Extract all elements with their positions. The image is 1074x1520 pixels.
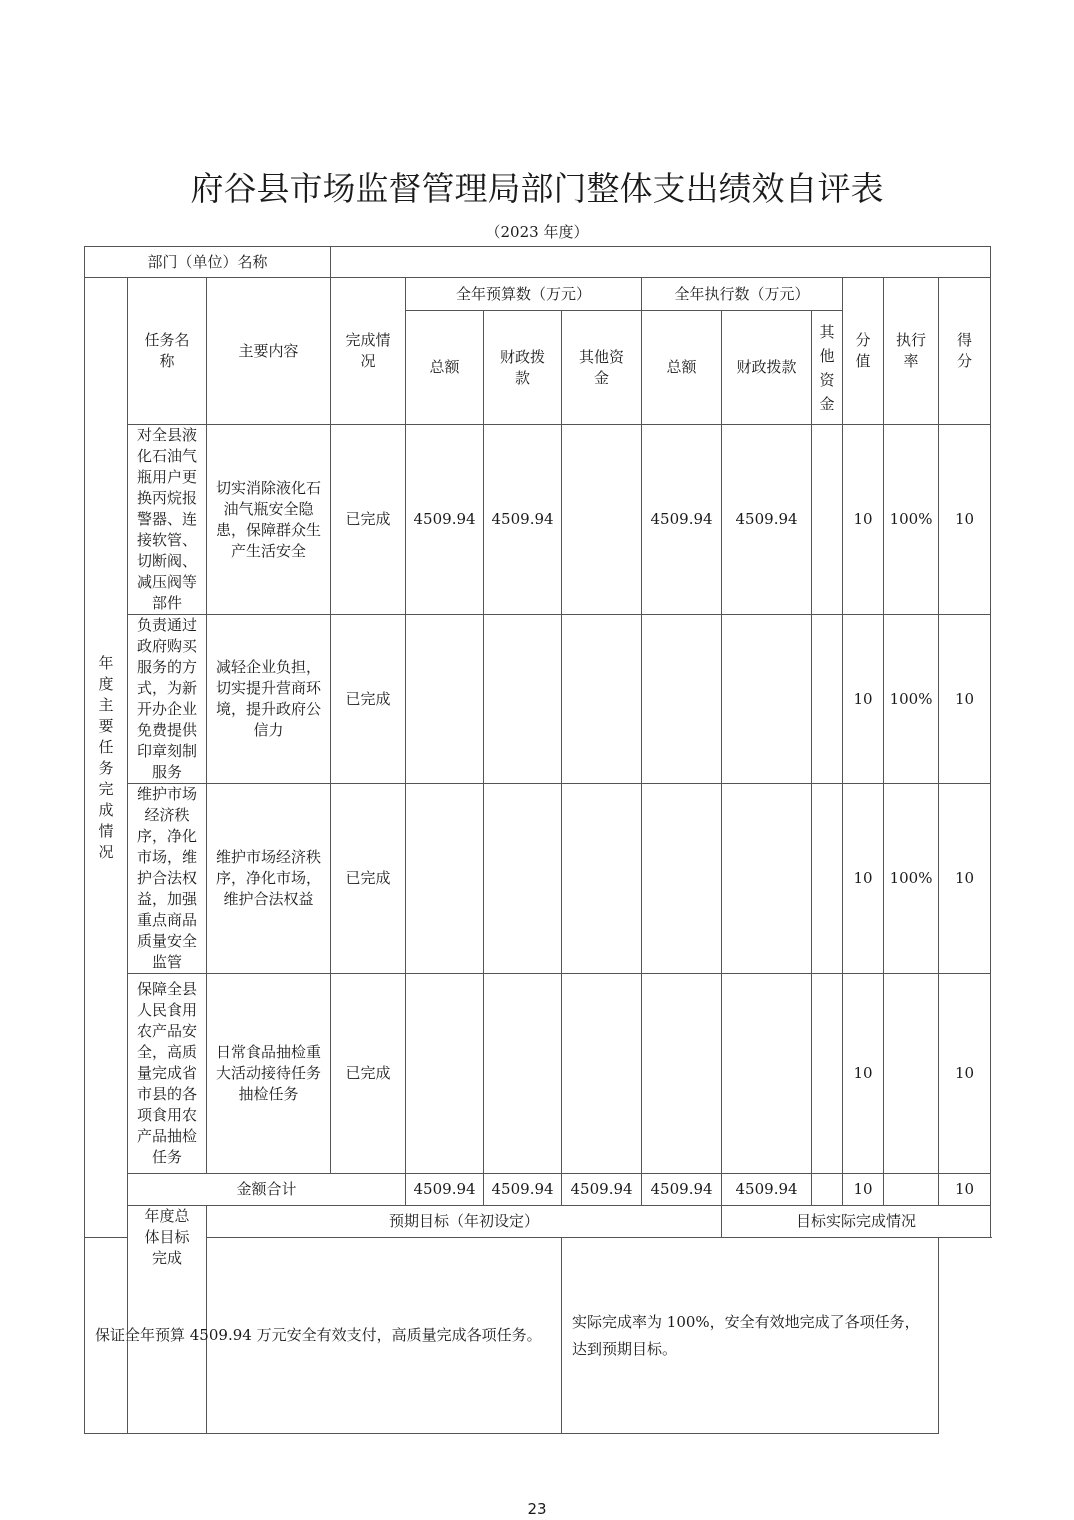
section-label-tasks: [85, 278, 128, 1238]
exec-total-cell: [642, 615, 722, 784]
task-name-cell: 维护市场经济秩序，净化市场，维护合法权益，加强重点商品质量安全监管: [128, 784, 207, 974]
header-score-value: 分值: [843, 278, 884, 425]
main-content-cell: 日常食品抽检重大活动接待任务抽检任务: [207, 974, 331, 1174]
goal-header: 预期目标（年初设定）: [207, 1206, 722, 1238]
budget-total-cell: [406, 784, 484, 974]
header-exec-total: 总额: [642, 311, 722, 425]
sum-exec-fiscal: 4509.94: [722, 1174, 812, 1206]
header-exec-rate: 执行率: [884, 278, 939, 425]
score-value-cell: 10: [843, 784, 884, 974]
table-row: [85, 784, 991, 974]
sum-budget-total: 4509.94: [406, 1174, 484, 1206]
status-cell: 已完成: [331, 425, 406, 615]
performance-table: [84, 246, 991, 1434]
sum-label: 金额合计: [128, 1174, 406, 1206]
header-exec-other: 其他资金: [812, 311, 843, 425]
exec-total-cell: [642, 974, 722, 1174]
score-cell: 10: [939, 974, 991, 1174]
goal-text: 保证全年预算 4509.94 万元安全有效支付，高质量完成各项任务。: [85, 1238, 562, 1434]
sum-budget-other: 4509.94: [562, 1174, 642, 1206]
task-name-cell: 保障全县人民食用农产品安全，高质量完成省市县的各项食用农产品抽检任务: [128, 974, 207, 1174]
budget-fiscal-cell: 4509.94: [484, 425, 562, 615]
exec-total-cell: [642, 784, 722, 974]
header-budget-fiscal: 财政拨款: [484, 311, 562, 425]
budget-other-cell: [562, 615, 642, 784]
sum-score: 10: [939, 1174, 991, 1206]
sum-budget-fiscal: 4509.94: [484, 1174, 562, 1206]
header-budget-total: 总额: [406, 311, 484, 425]
header-budget-group: 全年预算数（万元）: [406, 278, 642, 311]
budget-other-cell: [562, 974, 642, 1174]
task-name-cell: 对全县液化石油气瓶用户更换丙烷报警器、连接软管、切断阀、减压阀等部件: [128, 425, 207, 615]
exec-fiscal-cell: [722, 974, 812, 1174]
score-cell: 10: [939, 615, 991, 784]
actual-header: 目标实际完成情况: [722, 1206, 991, 1238]
dept-label: 部门（单位）名称: [85, 247, 331, 278]
budget-other-cell: [562, 784, 642, 974]
budget-total-cell: 4509.94: [406, 425, 484, 615]
header-exec-fiscal: 财政拨款: [722, 311, 812, 425]
score-value-cell: 10: [843, 425, 884, 615]
status-cell: 已完成: [331, 615, 406, 784]
exec-other-cell: [812, 784, 843, 974]
table-row: [85, 615, 991, 784]
exec-rate-cell: 100%: [884, 784, 939, 974]
header-budget-other: 其他资金: [562, 311, 642, 425]
exec-rate-cell: 100%: [884, 425, 939, 615]
section-label-goals-text: 年度总体目标完成: [144, 1207, 190, 1267]
status-cell: 已完成: [331, 974, 406, 1174]
page-title: 府谷县市场监督管理局部门整体支出绩效自评表: [190, 169, 884, 208]
table-row: [85, 425, 991, 615]
budget-fiscal-cell: [484, 784, 562, 974]
budget-fiscal-cell: [484, 974, 562, 1174]
header-exec-group: 全年执行数（万元）: [642, 278, 843, 311]
header-main-content: 主要内容: [207, 278, 331, 425]
score-value-cell: 10: [843, 615, 884, 784]
task-name-cell: 负责通过政府购买服务的方式，为新开办企业免费提供印章刻制服务: [128, 615, 207, 784]
main-content-cell: 减轻企业负担，切实提升营商环境，提升政府公信力: [207, 615, 331, 784]
sum-exec-rate: [884, 1174, 939, 1206]
exec-rate-cell: [884, 974, 939, 1174]
score-cell: 10: [939, 784, 991, 974]
section-label-tasks-text: 年度主要任务完成情况: [98, 653, 114, 861]
budget-total-cell: [406, 974, 484, 1174]
score-cell: 10: [939, 425, 991, 615]
exec-rate-cell: 100%: [884, 615, 939, 784]
page-subtitle: （2023 年度）: [485, 223, 589, 241]
exec-fiscal-cell: [722, 615, 812, 784]
sum-exec-total: 4509.94: [642, 1174, 722, 1206]
actual-text: 实际完成率为 100%，安全有效地完成了各项任务，达到预期目标。: [562, 1238, 939, 1434]
exec-other-cell: [812, 615, 843, 784]
dept-value: [331, 247, 991, 278]
budget-other-cell: [562, 425, 642, 615]
header-task-name: 任务名称: [128, 278, 207, 425]
header-score: 得分: [939, 278, 991, 425]
sum-score-value: 10: [843, 1174, 884, 1206]
status-cell: 已完成: [331, 784, 406, 974]
exec-fiscal-cell: [722, 784, 812, 974]
budget-fiscal-cell: [484, 615, 562, 784]
page-number: 23: [527, 1500, 547, 1518]
sum-row: [85, 1174, 991, 1206]
table-row: [85, 974, 991, 1174]
exec-other-cell: [812, 974, 843, 1174]
score-value-cell: 10: [843, 974, 884, 1174]
exec-total-cell: 4509.94: [642, 425, 722, 615]
exec-other-cell: [812, 425, 843, 615]
exec-fiscal-cell: 4509.94: [722, 425, 812, 615]
main-content-cell: 维护市场经济秩序，净化市场，维护合法权益: [207, 784, 331, 974]
main-content-cell: 切实消除液化石油气瓶安全隐患，保障群众生产生活安全: [207, 425, 331, 615]
budget-total-cell: [406, 615, 484, 784]
sum-exec-other: [812, 1174, 843, 1206]
header-completion: 完成情况: [331, 278, 406, 425]
